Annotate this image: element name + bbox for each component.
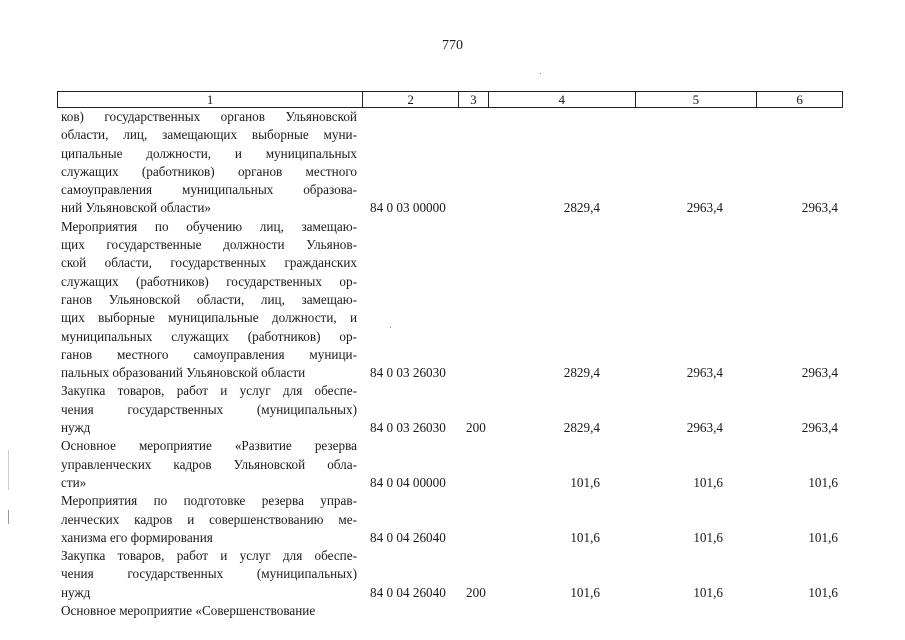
header-col-1: 1 — [58, 92, 363, 107]
description-line: пальных образований Ульяновской области — [61, 365, 306, 381]
header-col-2: 2 — [363, 92, 459, 107]
scan-edge-mark — [8, 510, 9, 524]
description-line: нужд — [61, 420, 91, 436]
description-line: ханизма его формирования — [61, 529, 213, 545]
table-row — [0, 492, 905, 547]
row-value-col5: 101,6 — [693, 529, 723, 545]
row-values — [0, 584, 905, 602]
row-code: 84 0 03 26030 — [370, 365, 446, 381]
row-values — [0, 199, 905, 217]
description-line: муниципальных служащих (работников) ор- — [61, 328, 357, 344]
row-value-col4: 101,6 — [570, 529, 600, 545]
description-line: сти» — [61, 474, 87, 490]
row-value-col6: 2963,4 — [801, 200, 838, 216]
description-line: Основное мероприятие «Совершенствование — [61, 603, 316, 619]
table-row — [0, 547, 905, 602]
header-col-3: 3 — [459, 92, 489, 107]
row-values — [0, 364, 905, 382]
table-row — [0, 437, 905, 492]
description-line: области, лиц, замещающих выборные муни- — [61, 127, 357, 143]
table-body — [0, 108, 905, 620]
row-value-col5: 101,6 — [693, 584, 723, 600]
row-value-col4: 2829,4 — [563, 420, 600, 436]
description-line: ленческих кадров и совершенствованию ме- — [61, 511, 357, 527]
row-expense-type: 200 — [466, 420, 486, 436]
row-code: 84 0 03 26030 — [370, 420, 446, 436]
row-description — [61, 218, 357, 383]
row-value-col5: 2963,4 — [686, 200, 723, 216]
row-code: 84 0 03 00000 — [370, 200, 446, 216]
description-line: ний Ульяновской области» — [61, 200, 211, 216]
row-values — [0, 474, 905, 492]
description-line: чения государственных (муниципальных) — [61, 566, 357, 582]
header-col-5: 5 — [636, 92, 758, 107]
row-value-col4: 2829,4 — [563, 200, 600, 216]
description-line: щих выборные муниципальные должности, и — [61, 310, 357, 326]
table-row — [0, 382, 905, 437]
description-line: Закупка товаров, работ и услуг для обеспе- — [61, 383, 357, 399]
row-value-col6: 2963,4 — [801, 420, 838, 436]
description-line: управленческих кадров Ульяновской обла- — [61, 456, 357, 472]
header-col-6: 6 — [796, 92, 803, 107]
description-line: щих государственные должности Ульянов- — [61, 237, 357, 253]
table-row — [0, 108, 905, 218]
row-value-col4: 2829,4 — [563, 365, 600, 381]
row-value-col5: 2963,4 — [686, 365, 723, 381]
description-line: Основное мероприятие «Развитие резерва — [61, 438, 357, 454]
description-line: ципальные должности, и муниципальных — [61, 145, 357, 161]
row-values — [0, 602, 905, 620]
table-row — [0, 602, 905, 620]
row-values — [0, 419, 905, 437]
description-line: нужд — [61, 584, 91, 600]
row-value-col6: 101,6 — [808, 584, 838, 600]
row-code: 84 0 04 26040 — [370, 584, 446, 600]
description-line: чения государственных (муниципальных) — [61, 401, 357, 417]
row-value-col5: 101,6 — [693, 474, 723, 490]
scan-speck — [540, 73, 541, 74]
row-code: 84 0 04 26040 — [370, 529, 446, 545]
row-code: 84 0 04 00000 — [370, 474, 446, 490]
description-line: Мероприятия по обучению лиц, замещаю- — [61, 218, 357, 234]
description-line: ганов местного самоуправления муници- — [61, 346, 357, 362]
row-value-col6: 101,6 — [808, 529, 838, 545]
description-line: самоуправления муниципальных образова- — [61, 182, 357, 198]
row-value-col6: 2963,4 — [801, 365, 838, 381]
description-line: служащих (работников) органов местного — [61, 163, 357, 179]
description-line: ганов Ульяновской области, лиц, замещаю- — [61, 291, 357, 307]
row-values — [0, 529, 905, 547]
table-row — [0, 218, 905, 383]
description-line: Мероприятия по подготовке резерва управ- — [61, 493, 357, 509]
description-line: служащих (работников) государственных ор- — [61, 273, 357, 289]
table-header — [57, 91, 843, 108]
description-line: ков) государственных органов Ульяновской — [61, 109, 357, 124]
row-value-col5: 2963,4 — [686, 420, 723, 436]
header-col-4: 4 — [489, 92, 636, 107]
description-line: ской области, государственных гражданских — [61, 255, 357, 271]
scan-speck — [390, 327, 391, 328]
row-expense-type: 200 — [466, 584, 486, 600]
row-value-col6: 101,6 — [808, 474, 838, 490]
row-value-col4: 101,6 — [570, 584, 600, 600]
page-number: 770 — [442, 38, 463, 53]
description-line: Закупка товаров, работ и услуг для обеспе- — [61, 548, 357, 564]
row-value-col4: 101,6 — [570, 474, 600, 490]
scan-edge-mark — [8, 450, 9, 490]
